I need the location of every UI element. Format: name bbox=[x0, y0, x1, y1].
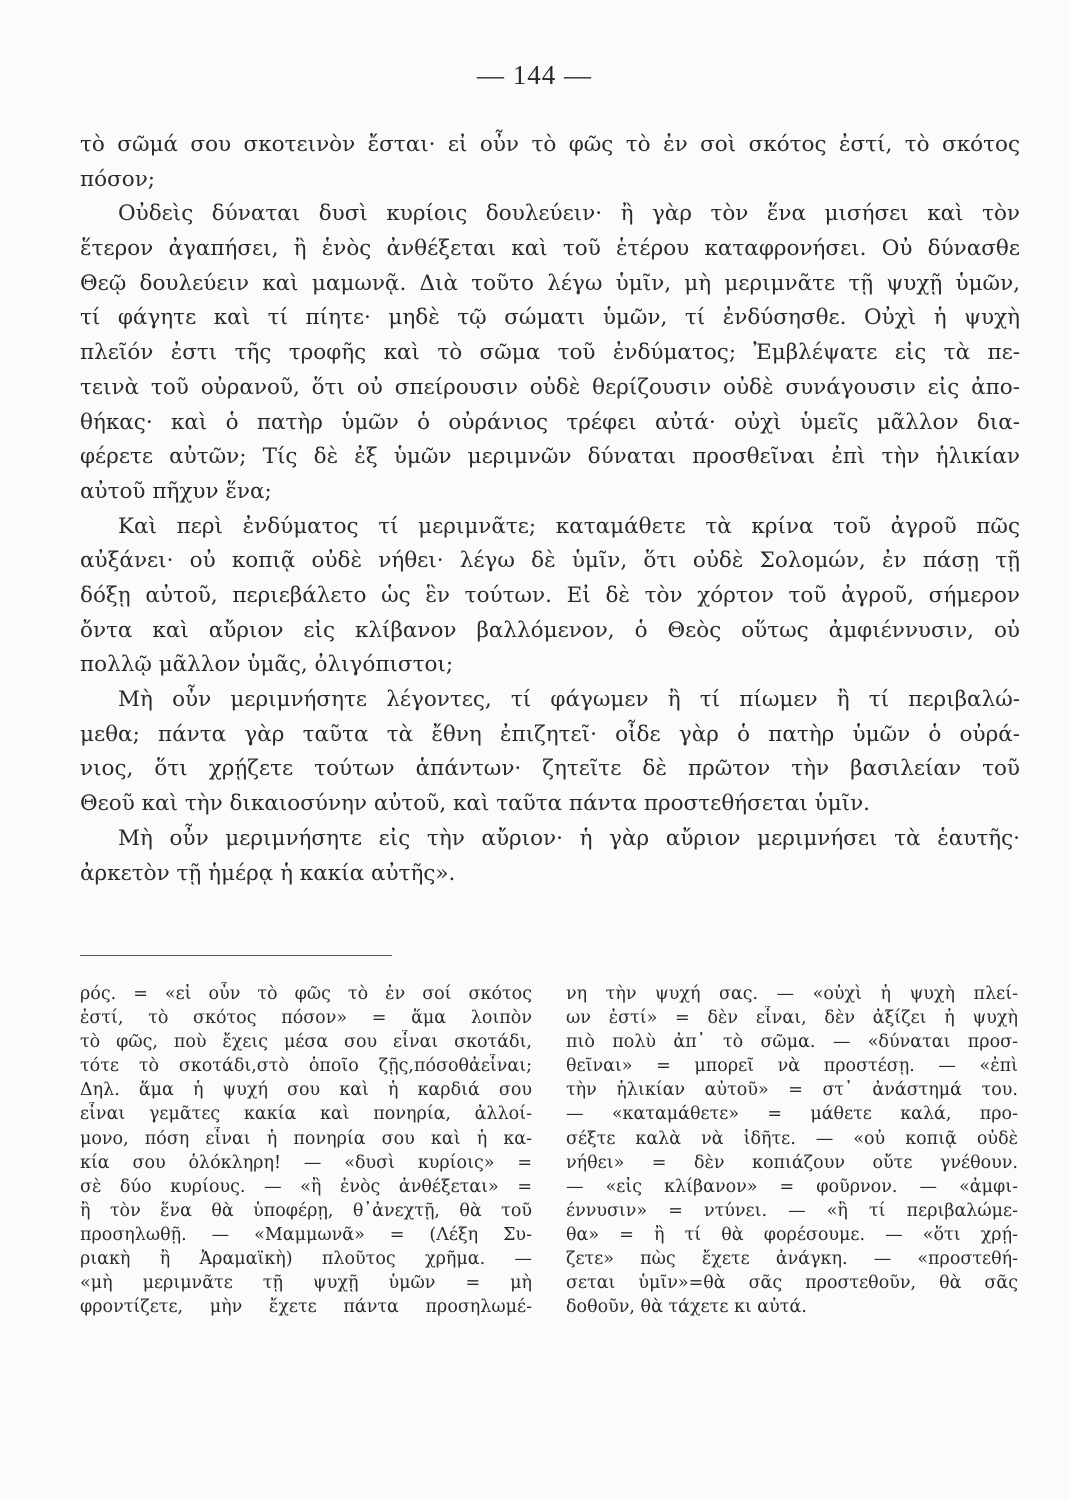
footnote-line: ζετε» πὼς ἔχετε ἀνάγκη. — «προστεθή- bbox=[566, 1249, 1018, 1270]
main-line: Οὐδεὶς δύναται δυσὶ κυρίοις δουλεύειν· ἢ γὰρ τὸν ἕνα μισήσει καὶ τὸν bbox=[118, 201, 1020, 227]
main-line: Θεῷ δουλεύειν καὶ μαμωνᾷ. Διὰ τοῦτο λέγω ὑμῖν, μὴ μεριμνᾶτε τῇ ψυχῇ ὑμῶν, bbox=[80, 270, 1020, 296]
main-line: Μὴ οὖν μεριμνήσητε λέγοντες, τί φάγωμεν ἢ τί πίωμεν ἢ τί περιβαλώ- bbox=[118, 687, 1020, 713]
footnote-line: εἶναι γεμᾶτες κακία καὶ πονηρία, ἀλλοί- bbox=[80, 1104, 532, 1125]
footnotes-left-column bbox=[80, 982, 532, 1319]
main-line: ἕτερον ἀγαπήσει, ἢ ἑνὸς ἀνθέξεται καὶ τοῦ ἑτέρου καταφρονήσει. Οὐ δύνασθε bbox=[80, 236, 1020, 262]
footnotes-right-column bbox=[566, 982, 1018, 1319]
footnote-line: ων ἐστί» = δὲν εἶναι, δὲν ἀξίζει ἡ ψυχὴ bbox=[566, 1008, 1018, 1029]
footnote-line: ἢ τὸν ἕνα θὰ ὑποφέρῃ, θ᾽ἀνεχτῇ, θὰ τοῦ bbox=[80, 1200, 532, 1221]
footnote-line: — «καταμάθετε» = μάθετε καλά, προ- bbox=[566, 1104, 1018, 1125]
main-line: αὐξάνει· οὐ κοπιᾷ οὐδὲ νήθει· λέγω δὲ ὑμῖν, ὅτι οὐδὲ Σολομών, ἐν πάσῃ τῇ bbox=[80, 548, 1020, 574]
main-line: μεθα; πάντα γὰρ ταῦτα τὰ ἔθνη ἐπιζητεῖ· οἶδε γὰρ ὁ πατὴρ ὑμῶν ὁ οὐρά- bbox=[80, 721, 1020, 747]
footnote-line: ρός. = «εἰ οὖν τὸ φῶς τὸ ἐν σοί σκότος bbox=[80, 984, 532, 1004]
main-line: Καὶ περὶ ἐνδύματος τί μεριμνᾶτε; καταμάθετε τὰ κρίνα τοῦ ἀγροῦ πῶς bbox=[118, 513, 1020, 539]
footnote-line: σέξτε καλὰ νὰ ἰδῆτε. — «οὐ κοπιᾷ οὐδὲ bbox=[566, 1128, 1018, 1149]
footnote-line: νη τὴν ψυχή σας. — «οὐχὶ ἡ ψυχὴ πλεί- bbox=[566, 984, 1018, 1004]
main-line: αὐτοῦ πῆχυν ἕνα; bbox=[80, 478, 272, 504]
footnote-line: σὲ δύο κυρίους. — «ἢ ἑνὸς ἀνθέξεται» = bbox=[80, 1176, 532, 1197]
main-line: τὸ σῶμά σου σκοτεινὸν ἔσται· εἰ οὖν τὸ φῶς τὸ ἐν σοὶ σκότος ἐστί, τὸ σκότος bbox=[80, 132, 1020, 157]
footnote-line: σεται ὑμῖν»=θὰ σᾶς προστεθοῦν, θὰ σᾶς bbox=[566, 1273, 1018, 1294]
footnote-line: «μὴ μεριμνᾶτε τῇ ψυχῇ ὑμῶν = μὴ bbox=[80, 1273, 532, 1294]
main-text bbox=[80, 128, 1020, 891]
footnote-line: φροντίζετε, μὴν ἔχετε πάντα προσηλωμέ- bbox=[80, 1297, 532, 1318]
footnote-line: Δηλ. ἅμα ἡ ψυχή σου καὶ ἡ καρδιά σου bbox=[80, 1080, 532, 1101]
main-line: δόξῃ αὐτοῦ, περιεβάλετο ὡς ἓν τούτων. Εἰ δὲ τὸν χόρτον τοῦ ἀγροῦ, σήμερον bbox=[80, 582, 1020, 608]
main-line: θήκας· καὶ ὁ πατὴρ ὑμῶν ὁ οὐράνιος τρέφει αὐτά· οὐχὶ ὑμεῖς μᾶλλον δια- bbox=[80, 409, 1020, 435]
main-line: Μὴ οὖν μεριμνήσητε εἰς τὴν αὔριον· ἡ γὰρ αὔριον μεριμνήσει τὰ ἑαυτῆς· bbox=[118, 825, 1020, 851]
main-line: πλεῖόν ἐστι τῆς τροφῆς καὶ τὸ σῶμα τοῦ ἐνδύματος; Ἐμβλέψατε εἰς τὰ πε- bbox=[80, 340, 1020, 366]
footnote-line: δοθοῦν, θὰ τάχετε κι αὐτά. bbox=[566, 1297, 807, 1318]
main-line: ἀρκετὸν τῇ ἡμέρᾳ ἡ κακία αὐτῆς». bbox=[80, 860, 456, 886]
footnote-divider bbox=[80, 955, 392, 956]
footnote-line: θεῖναι» = μπορεῖ νὰ προστέσῃ. — «ἐπὶ bbox=[566, 1056, 1018, 1077]
main-line: πολλῷ μᾶλλον ὑμᾶς, ὀλιγόπιστοι; bbox=[80, 652, 454, 678]
main-line: Θεοῦ καὶ τὴν δικαιοσύνην αὐτοῦ, καὶ ταῦτα πάντα προστεθήσεται ὑμῖν. bbox=[80, 791, 871, 817]
main-line: φέρετε αὐτῶν; Τίς δὲ ἐξ ὑμῶν μεριμνῶν δύναται προσθεῖναι ἐπὶ τὴν ἡλικίαν bbox=[80, 444, 1020, 470]
footnote-line: προσηλωθῇ. — «Μαμμωνᾶ» = (Λέξη Συ- bbox=[80, 1224, 532, 1245]
main-line: ὄντα καὶ αὔριον εἰς κλίβανον βαλλόμενον, ὁ Θεὸς οὕτως ἀμφιέννυσιν, οὐ bbox=[80, 617, 1020, 643]
main-line: νιος, ὅτι χρῄζετε τούτων ἁπάντων· ζητεῖτε δὲ πρῶτον τὴν βασιλείαν τοῦ bbox=[80, 756, 1020, 782]
footnote-line: ἐστί, τὸ σκότος πόσον» = ἅμα λοιπὸν bbox=[80, 1008, 532, 1029]
footnote-line: πιὸ πολὺ ἀπ᾽ τὸ σῶμα. — «δύναται προσ- bbox=[566, 1032, 1018, 1053]
footnote-line: κία σου ὁλόκληρη! — «δυσὶ κυρίοις» = bbox=[80, 1152, 532, 1173]
main-line: πόσον; bbox=[80, 166, 156, 192]
footnote-line: — «εἰς κλίβανον» = φοῦρνον. — «ἀμφι- bbox=[566, 1176, 1018, 1197]
footnote-line: τὴν ἡλικίαν αὐτοῦ» = στ᾽ ἀνάστημά του. bbox=[566, 1080, 1018, 1101]
footnote-line: νήθει» = δὲν κοπιάζουν οὔτε γνέθουν. bbox=[566, 1152, 1018, 1173]
footnote-line: ριακὴ ἢ Ἀραμαϊκὴ) πλοῦτος χρῆμα. — bbox=[80, 1249, 532, 1270]
footnote-line: έννυσιν» = ντύνει. — «ἢ τί περιβαλώμε- bbox=[566, 1200, 1018, 1221]
page-number: — 144 — bbox=[477, 60, 592, 90]
footnote-line: μονο, πόση εἶναι ἡ πονηρία σου καὶ ἡ κα- bbox=[80, 1128, 532, 1149]
footnote-line: τὸ φῶς, ποὺ ἔχεις μέσα σου εἶναι σκοτάδι, bbox=[80, 1032, 532, 1053]
footnote-line: τότε τὸ σκοτάδι,στὸ ὁποῖο ζῇς,πόσοθἀεἶναι; bbox=[80, 1056, 532, 1077]
main-line: τί φάγητε καὶ τί πίητε· μηδὲ τῷ σώματι ὑμῶν, τί ἐνδύσησθε. Οὐχὶ ἡ ψυχὴ bbox=[80, 305, 1020, 331]
footnote-line: θα» = ἢ τί θὰ φορέσουμε. — «ὅτι χρῄ- bbox=[566, 1224, 1018, 1245]
main-line: τεινὰ τοῦ οὐρανοῦ, ὅτι οὐ σπείρουσιν οὐδὲ θερίζουσιν οὐδὲ συνάγουσιν εἰς ἀπο- bbox=[80, 374, 1020, 400]
